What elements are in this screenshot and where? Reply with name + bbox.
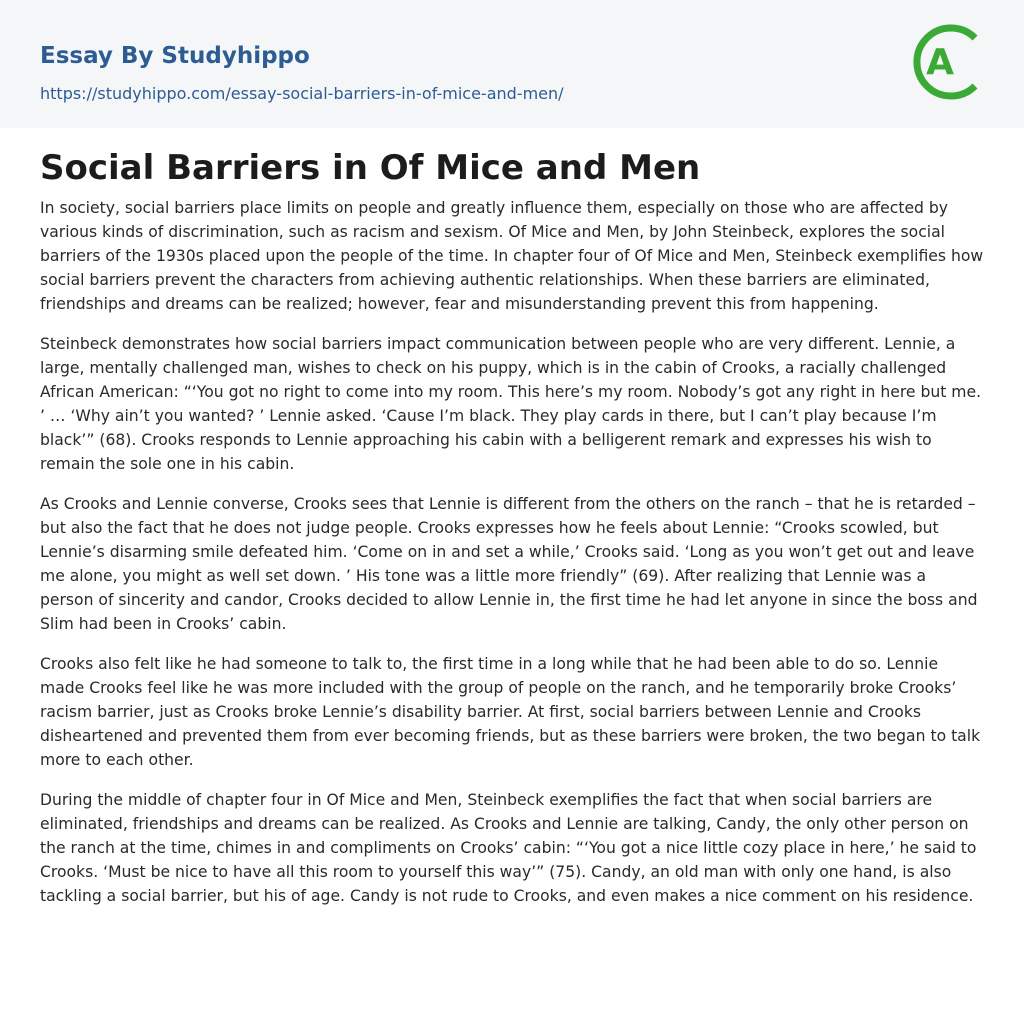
studyhippo-logo-icon[interactable] (911, 18, 987, 106)
site-header (0, 0, 1024, 128)
essay-title: Social Barriers in Of Mice and Men (40, 148, 701, 188)
essay-paragraph-5: During the middle of chapter four in Of Mice and Men, Steinbeck exemplifies the fact that when social barriers are eliminated, friendships and dreams can be realized. As Crooks and Lennie are talking, Candy, the only other person on the ranch at the time, chimes in and compliments on Crooks’ cabin: “‘You got a nice little cozy place in here,’ he said to Crooks. ‘Must be nice to have all this room to yourself this way’” (75). Candy, an old man with only one hand, is also tackling a social barrier, but his of age. Candy is not rude to Crooks, and even makes a nice comment on his residence. (40, 791, 977, 905)
essay-content (0, 128, 1024, 908)
page-url-link[interactable]: https://studyhippo.com/essay-social-barriers-in-of-mice-and-men/ (40, 84, 564, 103)
essay-paragraph-4: Crooks also felt like he had someone to talk to, the first time in a long while that he had been able to do so. Lennie made Crooks feel like he was more included with the group of people on the ranch, and he temporarily broke Crooks’ racism barrier, just as Crooks broke Lennie’s disability barrier. At first, social barriers between Lennie and Crooks disheartened and prevented them from ever becoming friends, but as these barriers were broken, the two began to talk more to each other. (40, 655, 981, 769)
essay-paragraph-3: As Crooks and Lennie converse, Crooks sees that Lennie is different from the others on the ranch – that he is retarded – but also the fact that he does not judge people. Crooks expresses how he feels about Lennie: “Crooks scowled, but Lennie’s disarming smile defeated him. ‘Come on in and set a while,’ Crooks said. ‘Long as you won’t get out and leave me alone, you might as well set down. ’ His tone was a little more friendly” (69). After realizing that Lennie was a person of sincerity and candor, Crooks decided to allow Lennie in, the first time he had let anyone in since the boss and Slim had been in Crooks’ cabin. (40, 495, 978, 633)
logo-letter: A (926, 42, 954, 83)
site-title[interactable]: Essay By Studyhippo (40, 43, 310, 69)
essay-paragraph-2: Steinbeck demonstrates how social barriers impact communication between people who are very different. Lennie, a large, mentally challenged man, wishes to check on his puppy, which is in the cabin of Crooks, a racially challenged African American: “‘You got no right to come into my room. This here’s my room. Nobody’s got any right in here but me. ’ … ‘Why ain’t you wanted? ’ Lennie asked. ‘Cause I’m black. They play cards in there, but I can’t play because I’m black’” (68). Crooks responds to Lennie approaching his cabin with a belligerent remark and expresses his wish to remain the sole one in his cabin. (40, 335, 982, 473)
essay-paragraph-1: In society, social barriers place limits on people and greatly influence them, especially on those who are affected by various kinds of discrimination, such as racism and sexism. Of Mice and Men, by John Steinbeck, explores the social barriers of the 1930s placed upon the people of the time. In chapter four of Of Mice and Men, Steinbeck exemplifies how social barriers prevent the characters from achieving authentic relationships. When these barriers are eliminated, friendships and dreams can be realized; however, fear and misunderstanding prevent this from happening. (40, 199, 984, 313)
